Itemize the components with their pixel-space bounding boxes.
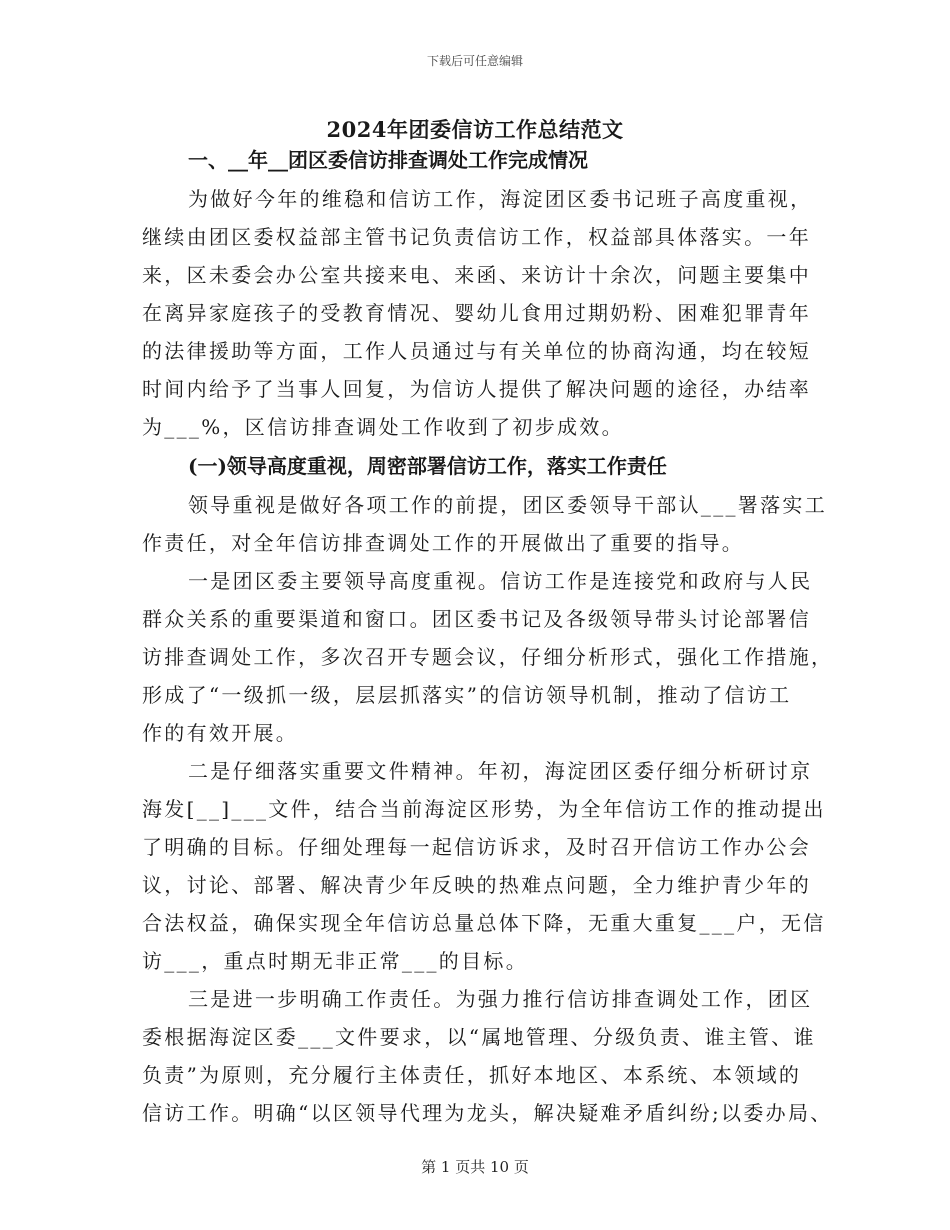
paragraph-2 [142,486,827,562]
paragraph-line: 委根据海淀区委___文件要求，以“属地管理、分级负责、谁主管、谁 [142,1025,816,1049]
paragraph-line: 访排查调处工作，多次召开专题会议，仔细分析形式，强化工作措施， [142,645,834,669]
page-number-footer: 第 1 页共 10 页 [421,1158,529,1176]
paragraph-line: 了明确的目标。仔细处理每一起信访诉求，及时召开信访工作办公会 [142,835,811,859]
paragraph-line: 在离异家庭孩子的受教育情况、婴幼儿食用过期奶粉、困难犯罪青年 [142,301,811,325]
paragraph-line: 形成了“一级抓一级，层层抓落实”的信访领导机制，推动了信访工 [142,683,792,707]
paragraph-line: 的法律援助等方面，工作人员通过与有关单位的协商沟通，均在较短 [142,339,811,363]
document-title: 2024年团委信访工作总结范文 [326,117,624,142]
paragraph-line: 领导重视是做好各项工作的前提，团区委领导干部认___署落实工 [188,493,827,517]
document-body [142,140,834,1132]
paragraph-line: 三是进一步明确工作责任。为强力推行信访排查调处工作，团区 [188,987,813,1011]
section-heading: 一、__年__团区委信访排查调处工作完成情况 [188,148,588,172]
paragraph-line: 负责”为原则，充分履行主体责任，抓好本地区、本系统、本领域的 [142,1063,802,1087]
paragraph-line: 作的有效开展。 [142,721,299,745]
paragraph-line: 信访工作。明确“以区领导代理为龙头，解决疑难矛盾纠纷;以委办局、 [142,1101,833,1125]
paragraph-4 [142,752,826,980]
paragraph-line: 为做好今年的维稳和信访工作，海淀团区委书记班子高度重视， [188,187,813,211]
paragraph-5 [142,980,833,1132]
page-header-note: 下载后可任意编辑 [426,54,523,68]
paragraph-line: 议，讨论、部署、解决青少年反映的热难点问题，全力维护青少年的 [142,873,811,897]
paragraph-line: 合法权益，确保实现全年信访总量总体下降，无重大重复___户，无信 [142,911,826,935]
paragraph-line: 群众关系的重要渠道和窗口。团区委书记及各级领导带头讨论部署信 [142,607,811,631]
paragraph-line: 二是仔细落实重要文件精神。年初，海淀团区委仔细分析研讨京 [188,759,813,783]
paragraph-line: 海发[__]___文件，结合当前海淀区形势，为全年信访工作的推动提出 [142,797,826,821]
paragraph-line: 时间内给予了当事人回复，为信访人提供了解决问题的途径，办结率 [142,377,811,401]
paragraph-line: 来，区未委会办公室共接来电、来函、来访计十余次，问题主要集中 [142,263,811,287]
paragraph-line: 作责任，对全年信访排查调处工作的开展做出了重要的指导。 [142,531,745,555]
paragraph-3 [142,562,834,752]
subsection-heading: (一)领导高度重视，周密部署信访工作，落实工作责任 [188,454,667,478]
paragraph-line: 访___，重点时期无非正常___的目标。 [142,949,528,973]
paragraph-line: 一是团区委主要领导高度重视。信访工作是连接党和政府与人民 [188,569,813,593]
paragraph-line: 继续由团区委权益部主管书记负责信访工作，权益部具体落实。一年 [142,225,811,249]
paragraph-1 [142,180,812,446]
paragraph-line: 为___%，区信访排查调处工作收到了初步成效。 [142,415,624,439]
